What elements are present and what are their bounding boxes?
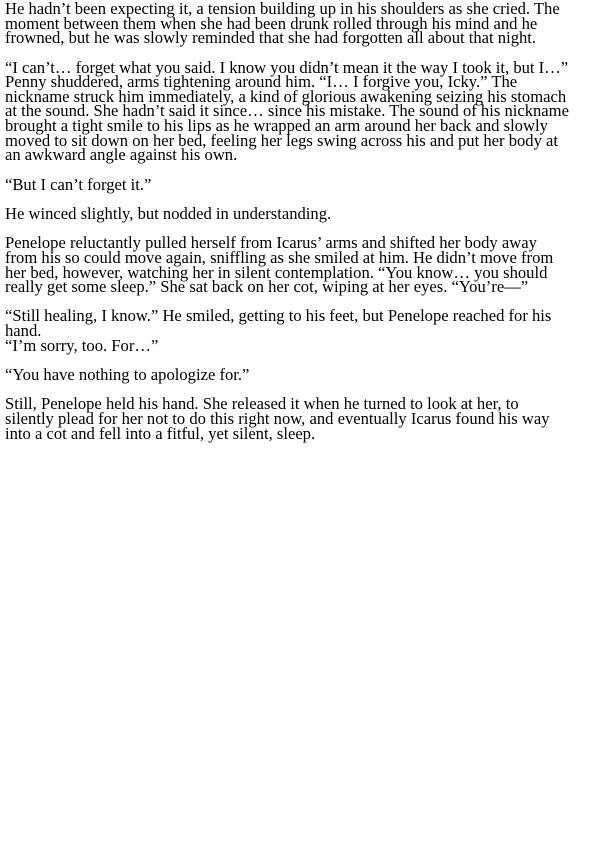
paragraph-5: Penelope reluctantly pulled herself from Icarus’ arms and shifted her body away from his so could move again, sniffling as she smiled at him. He didn’t move from her bed, however, watching her in silent contemplation. “You know… you should really get some sleep.” She sat back on her cot, wiping at her eyes. “You’re—” <box>5 233 554 297</box>
paragraph-6: “Still healing, I know.” He smiled, getting to his feet, but Penelope reached for his hand. <box>5 306 552 341</box>
paragraph-1: He hadn’t been expecting it, a tension building up in his shoulders as she cried. The moment between them when she had been drunk rolled through his mind and he frowned, but he was slowly reminded that she had forgotten all about that night. <box>5 0 560 48</box>
paragraph-9: Still, Penelope held his hand. She released it when he turned to look at her, to silently plead for her not to do this right now, and eventually Icarus found his way into a cot and fell into a fitful, yet silent, sleep. <box>5 394 550 443</box>
document-page <box>5 2 590 456</box>
paragraph-2: “I can’t… forget what you said. I know you didn’t mean it the way I took it, but I…” Penny shuddered, arms tightening around him. “I… I forgive you, Icky.” The nickname struck him immediately, a kind of glorious awakening seizing his stomach at the sound. She hadn’t said it since… since his mistake. The sound of his nickname brought a tight smile to his lips as he wrapped an arm around her back and slowly moved to sit down on her bed, feeling her legs swing across his and put her body at an awkward angle against his own. <box>5 57 569 165</box>
paragraph-8: “You have nothing to apologize for.” <box>5 365 250 385</box>
paragraph-3: “But I can’t forget it.” <box>5 174 152 194</box>
paragraph-7: “I’m sorry, too. For…” <box>5 335 159 355</box>
paragraph-4: He winced slightly, but nodded in understanding. <box>5 203 332 223</box>
